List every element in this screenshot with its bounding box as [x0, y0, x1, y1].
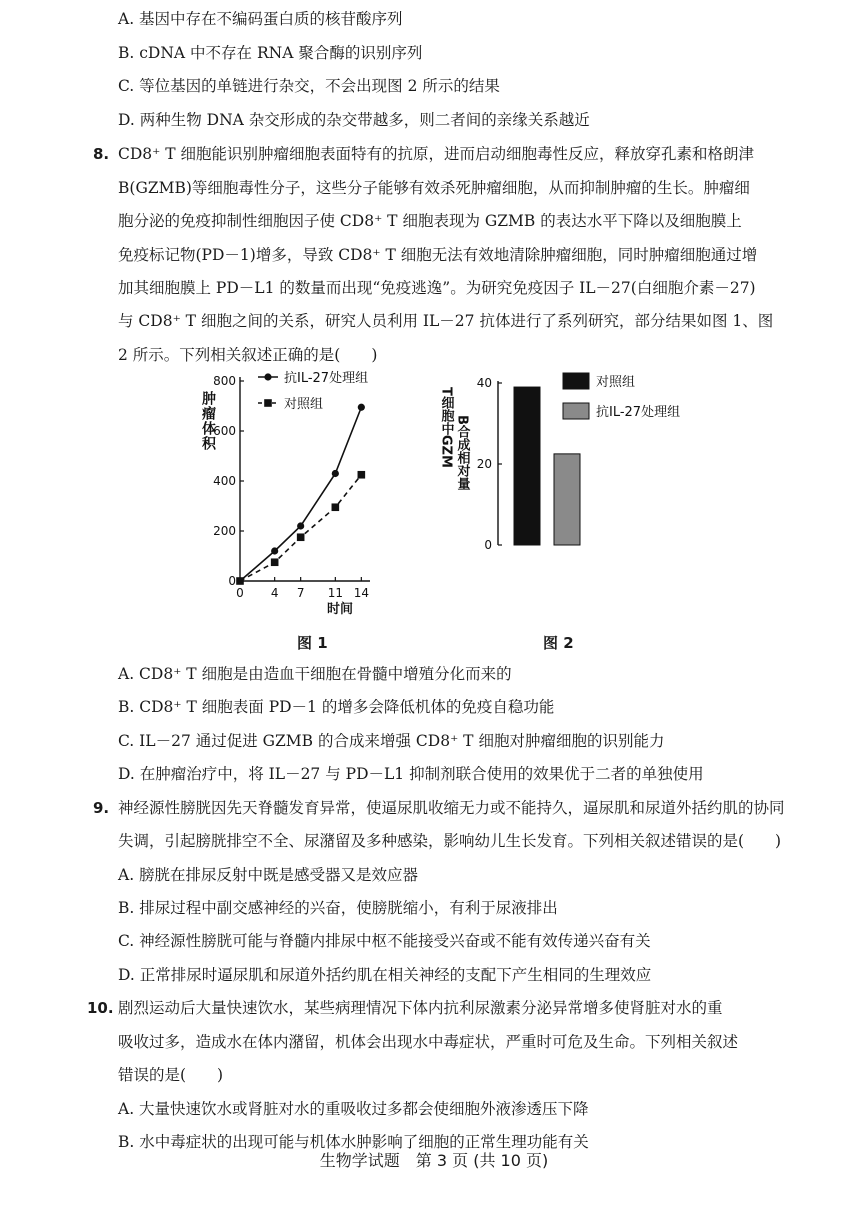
legend-marker — [264, 373, 271, 380]
q8-stem-line: 2 所示。下列相关叙述正确的是( ) — [118, 346, 378, 364]
q9-stem-line: 神经源性膀胱因先天脊髓发育异常，使逼尿肌收缩无力或不能持久，逼尿肌和尿道外括约肌的协同 — [118, 799, 785, 817]
x-tick-label: 11 — [327, 586, 343, 600]
q9-option-a: A. 膀胱在排尿反射中既是感受器又是效应器 — [118, 866, 419, 884]
figure-1-caption: 图 1 — [297, 634, 328, 652]
q7-option-d: D. 两种生物 DNA 杂交形成的杂交带越多，则二者间的亲缘关系越近 — [118, 111, 590, 129]
x-tick-label: 0 — [236, 586, 244, 600]
legend-label: 对照组 — [596, 375, 636, 390]
figure-2-caption: 图 2 — [543, 634, 574, 652]
data-point — [236, 577, 244, 585]
y-tick-label: 800 — [213, 374, 236, 388]
data-point — [358, 404, 365, 411]
legend-label: 抗IL-27处理组 — [284, 371, 369, 386]
y-tick-label: 600 — [213, 424, 236, 438]
q8-stem-line: CD8⁺ T 细胞能识别肿瘤细胞表面特有的抗原，进而启动细胞毒性反应，释放穿孔素和格朗津 — [118, 145, 755, 163]
y-axis-title-line-1: T细胞中GZM — [438, 387, 454, 468]
q8-option-b: B. CD8⁺ T 细胞表面 PD－1 的增多会降低机体的免疫自稳功能 — [118, 698, 555, 716]
y-tick-label: 400 — [213, 474, 236, 488]
q9-number: 9. — [93, 799, 110, 817]
q8-option-d: D. 在肿瘤治疗中，将 IL－27 与 PD－L1 抑制剂联合使用的效果优于二者的单独使用 — [118, 765, 704, 783]
q8-stem-line: 与 CD8⁺ T 细胞之间的关系，研究人员利用 IL－27 抗体进行了系列研究，部分结果如图 1、图 — [118, 312, 774, 330]
legend-swatch — [563, 373, 589, 389]
figure-1-line-chart — [190, 365, 410, 625]
data-point — [332, 470, 339, 477]
q8-number: 8. — [93, 145, 110, 163]
y-tick-label: 0 — [484, 538, 492, 552]
q10-option-b: B. 水中毒症状的出现可能与机体水肿影响了细胞的正常生理功能有关 — [118, 1133, 589, 1151]
data-point — [332, 503, 340, 511]
legend-swatch — [563, 403, 589, 419]
bar — [554, 454, 580, 545]
q9-option-b: B. 排尿过程中副交感神经的兴奋，使膀胱缩小，有利于尿液排出 — [118, 899, 558, 917]
q8-stem-line: 加其细胞膜上 PD－L1 的数量而出现“免疫逃逸”。为研究免疫因子 IL－27(白细胞介素－27) — [118, 279, 756, 297]
x-tick-label: 7 — [296, 586, 305, 600]
data-point — [358, 471, 366, 479]
legend-marker — [264, 399, 272, 407]
data-point — [271, 558, 279, 566]
q10-stem-line: 吸收过多，造成水在体内潴留，机体会出现水中毒症状，严重时可危及生命。下列相关叙述 — [118, 1033, 739, 1051]
q10-stem-line: 错误的是( ) — [118, 1066, 224, 1084]
legend-label: 抗IL-27处理组 — [596, 405, 681, 420]
q10-option-a: A. 大量快速饮水或肾脏对水的重吸收过多都会使细胞外液渗透压下降 — [118, 1100, 589, 1118]
data-point — [297, 533, 305, 541]
q9-stem-line: 失调，引起膀胱排空不全、尿潴留及多种感染，影响幼儿生长发育。下列相关叙述错误的是( ) — [118, 832, 782, 850]
y-axis-title-line-2: B合成相对量 — [454, 415, 470, 490]
y-tick-label: 200 — [213, 524, 236, 538]
data-point — [297, 522, 304, 529]
figure-2-bar-chart — [430, 365, 710, 565]
y-tick-label: 20 — [476, 457, 492, 471]
q8-stem-line: 免疫标记物(PD－1)增多，导致 CD8⁺ T 细胞无法有效地清除肿瘤细胞，同时肿瘤细胞通过增 — [118, 246, 758, 264]
q8-stem-line: 胞分泌的免疫抑制性细胞因子使 CD8⁺ T 细胞表现为 GZMB 的表达水平下降以及细胞膜上 — [118, 212, 742, 230]
q10-stem-line: 剧烈运动后大量快速饮水，某些病理情况下体内抗利尿激素分泌异常增多使肾脏对水的重 — [118, 999, 723, 1017]
x-tick-label: 14 — [353, 586, 369, 600]
q10-number: 10. — [87, 999, 114, 1017]
x-axis-title: 时间 — [326, 602, 354, 617]
legend-label: 对照组 — [284, 397, 324, 412]
y-tick-label: 0 — [228, 574, 236, 588]
q8-option-a: A. CD8⁺ T 细胞是由造血干细胞在骨髓中增殖分化而来的 — [118, 665, 512, 683]
page-footer: 生物学试题 第 3 页 (共 10 页) — [319, 1151, 549, 1170]
y-tick-label: 40 — [476, 376, 492, 390]
q9-option-c: C. 神经源性膀胱可能与脊髓内排尿中枢不能接受兴奋或不能有效传递兴奋有关 — [118, 932, 651, 950]
q9-option-d: D. 正常排尿时逼尿肌和尿道外括约肌在相关神经的支配下产生相同的生理效应 — [118, 966, 652, 984]
q7-option-c: C. 等位基因的单链进行杂交，不会出现图 2 所示的结果 — [118, 77, 500, 95]
series-line-1 — [240, 407, 361, 581]
q7-option-b: B. cDNA 中不存在 RNA 聚合酶的识别序列 — [118, 44, 423, 62]
data-point — [271, 547, 278, 554]
q7-option-a: A. 基因中存在不编码蛋白质的核苷酸序列 — [118, 10, 403, 28]
q8-option-c: C. IL－27 通过促进 GZMB 的合成来增强 CD8⁺ T 细胞对肿瘤细胞的识别能力 — [118, 732, 665, 750]
y-axis-title: 肿瘤体积 — [200, 391, 216, 451]
q8-stem-line: B(GZMB)等细胞毒性分子，这些分子能够有效杀死肿瘤细胞，从而抑制肿瘤的生长。肿瘤细 — [118, 179, 750, 197]
bar — [514, 387, 540, 545]
x-tick-label: 4 — [270, 586, 279, 600]
